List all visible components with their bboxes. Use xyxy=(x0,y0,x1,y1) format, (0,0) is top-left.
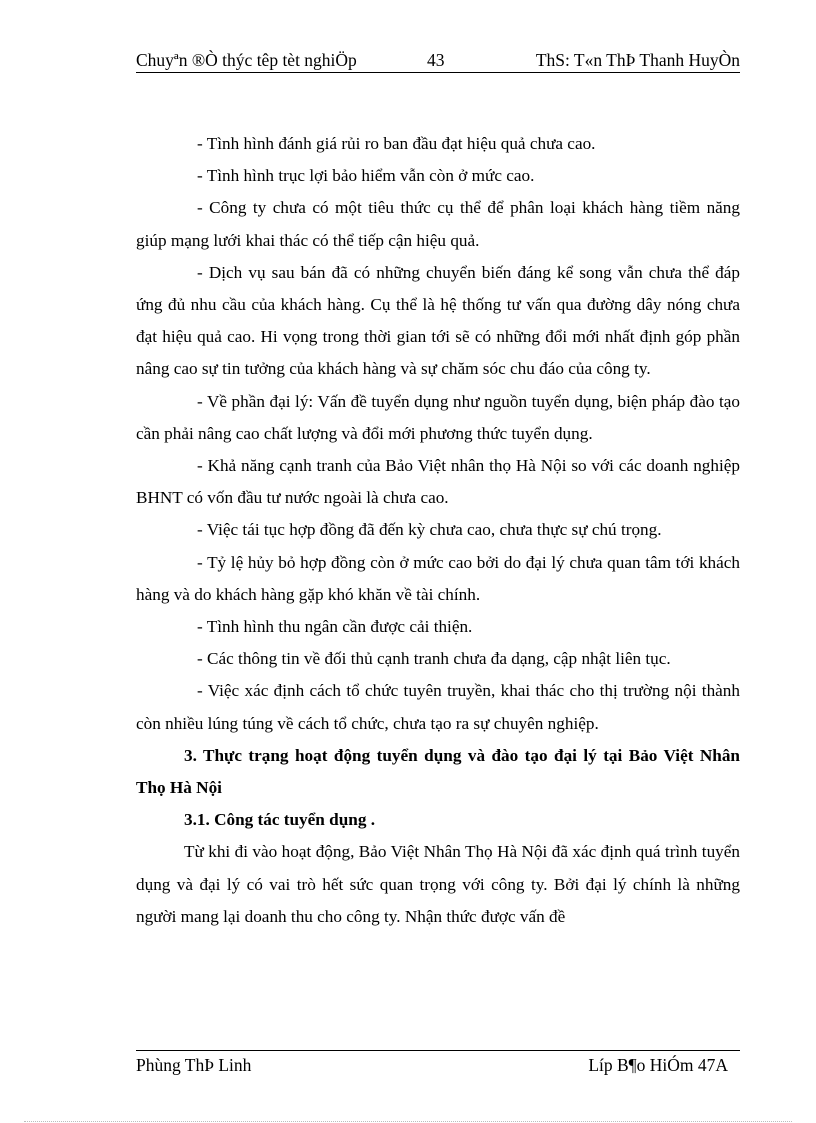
paragraph-after-sales: - Dịch vụ sau bán đã có những chuyển biến đáng kể song vẫn chưa thể đáp ứng đủ nhu cầu của khách hàng. Cụ thể là hệ thống tư vấn qua đường dây nóng chưa đạt hiệu quả cao. Hi vọng trong thời gian tới sẽ có những đổi mới nhất định góp phần nâng cao sự tin tưởng của khách hàng và sự chăm sóc chu đáo của công ty. xyxy=(136,262,740,379)
header-title: Chuyªn ®Ò thýc têp tèt nghiÖp xyxy=(136,50,357,70)
paragraph-customer-classification: - Công ty chưa có một tiêu thức cụ thể để phân loại khách hàng tiềm năng giúp mạng lưới khai thác có thể tiếp cận hiệu quả. xyxy=(136,198,740,250)
footer-author: Phùng ThÞ Linh xyxy=(136,1055,252,1075)
paragraph-recruitment-intro: Từ khi đi vào hoạt động, Bảo Việt Nhân Thọ Hà Nội đã xác định quá trình tuyển dụng và đại lý có vai trò hết sức quan trọng với công ty. Bởi đại lý chính là những người mang lại doanh thu cho công ty. Nhận thức được vấn đề xyxy=(136,842,740,926)
page-header xyxy=(136,48,740,73)
paragraph-risk-assessment: - Tình hình đánh giá rủi ro ban đầu đạt hiệu quả chưa cao. xyxy=(197,134,596,153)
section-heading-3: 3. Thực trạng hoạt động tuyển dụng và đào tạo đại lý tại Bảo Việt Nhân Thọ Hà Nội xyxy=(136,745,740,798)
header-author: ThS: T«n ThÞ Thanh HuyÒn xyxy=(535,50,740,70)
paragraph-promotion: - Việc xác định cách tổ chức tuyên truyền, khai thác cho thị trường nội thành còn nhiều lúng túng về cách tổ chức, chưa tạo ra sự chuyên nghiệp. xyxy=(136,681,740,733)
paragraph-agents: - Về phần đại lý: Vấn đề tuyển dụng như nguồn tuyển dụng, biện pháp đào tạo cần phải nâng cao chất lượng và đổi mới phương thức tuyển dụng. xyxy=(136,391,740,443)
section-heading-3-1: 3.1. Công tác tuyển dụng . xyxy=(184,810,376,830)
paragraph-competitor-info: - Các thông tin về đối thủ cạnh tranh chưa đa dạng, cập nhật liên tục. xyxy=(197,649,671,669)
page-bottom-divider xyxy=(24,1121,792,1122)
paragraph-insurance-fraud: - Tình hình trục lợi bảo hiểm vẫn còn ở mức cao. xyxy=(197,166,535,186)
paragraph-renewal: - Việc tái tục hợp đồng đã đến kỳ chưa cao, chưa thực sự chú trọng. xyxy=(197,520,662,540)
document-body xyxy=(136,128,740,933)
paragraph-competitiveness: - Khả năng cạnh tranh của Bảo Việt nhân thọ Hà Nội so với các doanh nghiệp BHNT có vốn đầu tư nước ngoài là chưa cao. xyxy=(136,456,740,508)
footer-class: Líp B¶o HiÓm 47A xyxy=(588,1055,728,1075)
paragraph-collection: - Tình hình thu ngân cần được cải thiện. xyxy=(197,617,473,637)
paragraph-cancellation: - Tỷ lệ hủy bỏ hợp đồng còn ở mức cao bởi do đại lý chưa quan tâm tới khách hàng và do khách hàng gặp khó khăn về tài chính. xyxy=(136,552,740,604)
page-number: 43 xyxy=(427,50,445,70)
page-footer xyxy=(136,1050,740,1079)
